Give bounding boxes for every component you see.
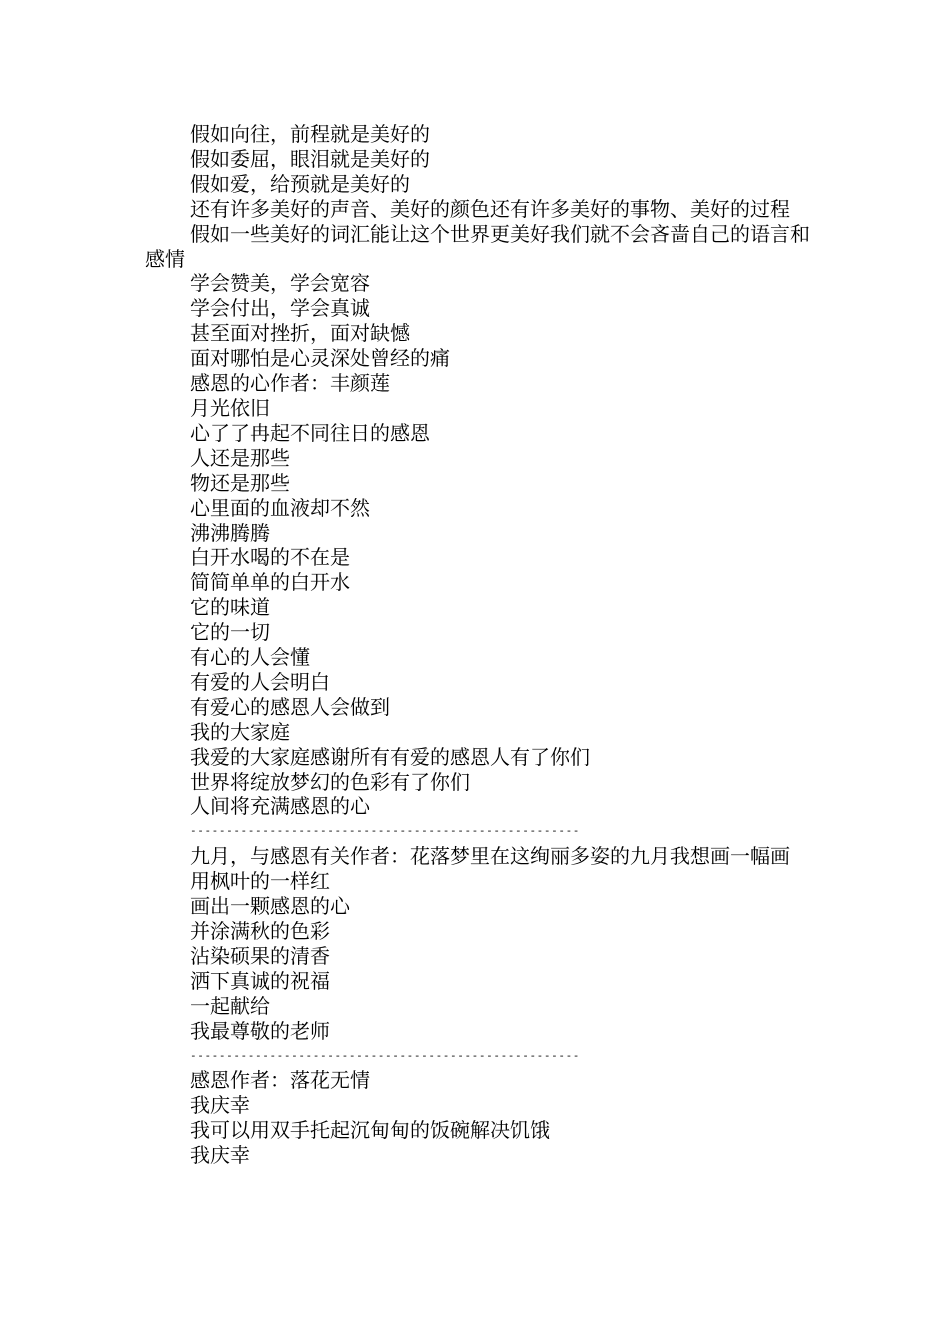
text-line: 有爱心的感恩人会做到	[190, 694, 390, 719]
text-line: 有爱的人会明白	[190, 669, 330, 694]
text-line: 用枫叶的一样红	[190, 869, 330, 894]
text-line: 甚至面对挫折，面对缺憾	[190, 321, 410, 346]
text-line: 我的大家庭	[190, 719, 290, 744]
text-line: 学会付出，学会真诚	[190, 296, 370, 321]
text-line: 假如向往，前程就是美好的	[190, 122, 430, 146]
text-line: 并涂满秋的色彩	[190, 919, 330, 943]
text-line: 有心的人会懂	[190, 645, 310, 670]
text-line: 我最尊敬的老师	[190, 1018, 330, 1043]
text-line: 面对哪怕是心灵深处曾经的痛	[190, 346, 450, 371]
text-line: 物还是那些	[190, 470, 290, 495]
text-line: 人还是那些	[190, 445, 290, 470]
text-line: 我爱的大家庭感谢所有有爱的感恩人有了你们	[190, 744, 590, 769]
text-line: 月光依旧	[190, 395, 270, 420]
text-line: 假如委屈，眼泪就是美好的	[190, 146, 430, 171]
text-line: 学会赞美，学会宽容	[190, 271, 370, 296]
text-line: 我可以用双手托起沉甸甸的饭碗解决饥饿	[190, 1118, 550, 1143]
poem-title-line: 感恩的心作者：丰颜莲	[190, 371, 390, 396]
text-paragraph: 假如一些美好的词汇能让这个世界更美好我们就不会吝啬自己的语言和感情	[145, 221, 810, 271]
text-line: 简简单单的白开水	[190, 570, 350, 595]
text-line: 假如爱，给预就是美好的	[190, 171, 410, 196]
text-line: 我庆幸	[190, 1093, 250, 1118]
text-line: 心了了冉起不同往日的感恩	[190, 420, 430, 445]
dashed-separator: ------------------------------------------------------	[190, 1048, 581, 1062]
text-line: 它的一切	[190, 620, 270, 645]
text-line: 人间将充满感恩的心	[190, 794, 370, 819]
text-line: 沸沸腾腾	[190, 520, 270, 545]
document-body	[145, 122, 810, 1168]
text-line: 白开水喝的不在是	[190, 545, 350, 570]
poem-title-line: 九月，与感恩有关作者：花落梦里在这绚丽多姿的九月我想画一幅画	[190, 844, 790, 869]
text-line: 世界将绽放梦幻的色彩有了你们	[190, 769, 470, 794]
text-paragraph: 还有许多美好的声音、美好的颜色还有许多美好的事物、美好的过程	[190, 196, 790, 221]
text-line: 洒下真诚的祝福	[190, 968, 330, 993]
text-line: 我庆幸	[190, 1143, 250, 1168]
poem-title-line: 感恩作者：落花无情	[190, 1068, 370, 1093]
text-line: 心里面的血液却不然	[190, 495, 370, 520]
text-line: 画出一颗感恩的心	[190, 894, 350, 919]
text-line: 一起献给	[190, 993, 270, 1018]
text-line: 沾染硕果的清香	[190, 943, 330, 968]
text-line: 它的味道	[190, 595, 270, 620]
dashed-separator: ------------------------------------------------------	[190, 824, 581, 838]
